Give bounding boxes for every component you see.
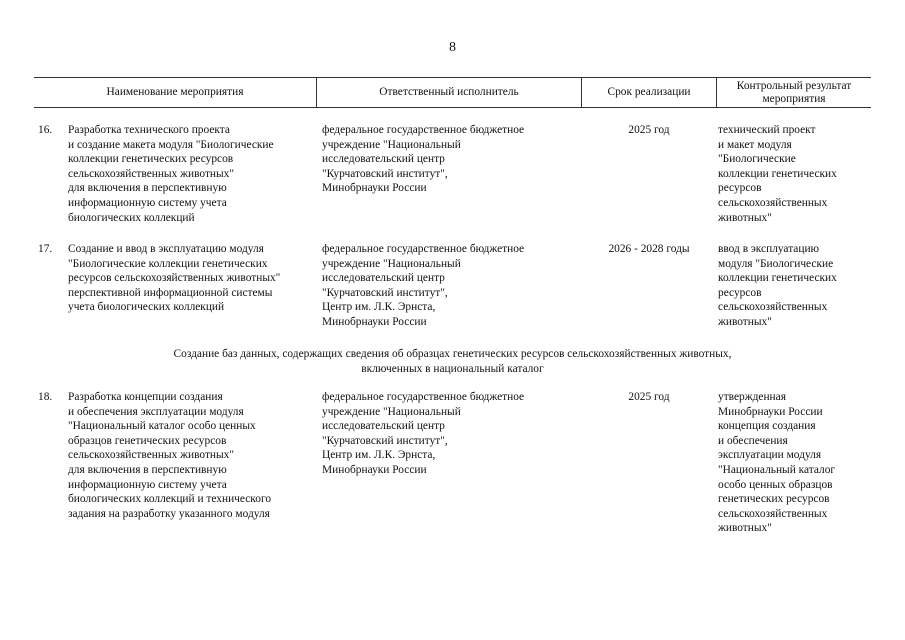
row-executor: федеральное государственное бюджетное учреждение "Национальный исследовательский центр "Курчатовский институт", Центр им. Л.К. Эрнста, Минобрнауки России	[322, 243, 525, 328]
row-term: 2025 год	[628, 391, 670, 403]
row-name: Разработка концепции создания и обеспечения эксплуатации модуля "Национальный каталог особо ценных образцов генетических ресурсов сельскохозяйственных животных" для включения в перспективную информационную систему учета биологических коллекций и технического задания на разработку указанного модуля	[68, 391, 272, 520]
table-header	[34, 77, 871, 108]
row-number: 16.	[38, 124, 53, 136]
row-number: 17.	[38, 243, 53, 255]
header-executor: Ответственный исполнитель	[316, 78, 581, 107]
row-executor: федеральное государственное бюджетное учреждение "Национальный исследовательский центр "Курчатовский институт", Центр им. Л.К. Эрнста, Минобрнауки России	[322, 391, 525, 476]
row-result: ввод в эксплуатацию модуля "Биологические коллекции генетических ресурсов сельскохозяйственных животных"	[718, 243, 837, 328]
row-number: 18.	[38, 391, 53, 403]
page-number: 8	[449, 40, 456, 55]
row-result: утвержденная Минобрнауки России концепция создания и обеспечения эксплуатации модуля "Национальный каталог особо ценных образцов генетических ресурсов сельскохозяйственных животных"	[718, 391, 836, 535]
section-title: Создание баз данных, содержащих сведения об образцах генетических ресурсов сельскохозяйственных животных, включенных в национальный каталог	[173, 348, 732, 375]
row-term: 2025 год	[628, 124, 670, 136]
header-term: Срок реализации	[581, 78, 716, 107]
row-term: 2026 - 2028 годы	[608, 243, 690, 255]
row-executor: федеральное государственное бюджетное учреждение "Национальный исследовательский центр "Курчатовский институт", Минобрнауки России	[322, 124, 525, 195]
header-result: Контрольный результат мероприятия	[716, 78, 871, 107]
row-name: Разработка технического проекта и создание макета модуля "Биологические коллекции генетических ресурсов сельскохозяйственных животных" для включения в перспективную информационную систему учета биологических коллекций	[68, 124, 274, 224]
row-result: технический проект и макет модуля "Биологические коллекции генетических ресурсов сельскохозяйственных животных"	[718, 124, 837, 224]
header-name: Наименование мероприятия	[106, 86, 244, 98]
row-name: Создание и ввод в эксплуатацию модуля "Биологические коллекции генетических ресурсов сельскохозяйственных животных" перспективной информационной системы учета биологических коллекций	[68, 243, 281, 314]
